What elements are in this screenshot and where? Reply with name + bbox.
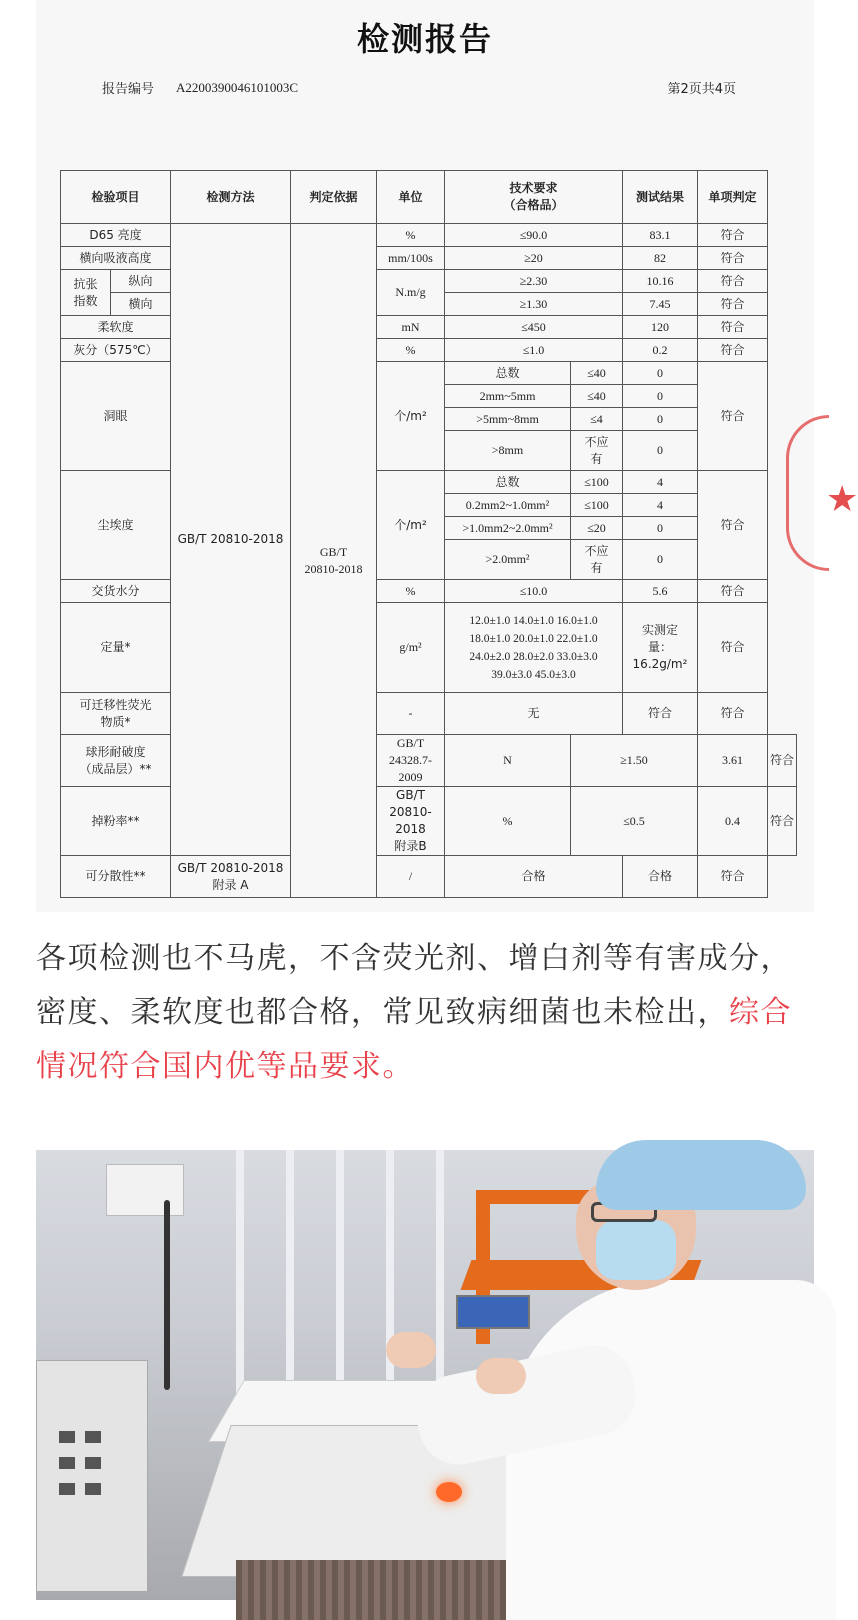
item-cell: 尘埃度 [61,471,171,580]
unit-cell: - [377,693,445,735]
verdict-cell: 符合 [768,735,797,787]
panel-key [59,1457,75,1469]
report-title: 检测报告 [356,20,493,58]
req-cell: 不应 有 [571,431,623,471]
lab-testing-photo [36,1150,814,1600]
item-cell: 灰分（575℃） [61,339,171,362]
item-cell: D65 亮度 [61,224,171,247]
result-cell: 0 [623,385,698,408]
unit-cell: N [445,735,571,787]
verdict-cell: 符合 [698,224,768,247]
unit-cell: mN [377,316,445,339]
req-cell: ≥1.50 [571,735,698,787]
result-cell: 5.6 [623,580,698,603]
sub-item-cell: 总数 [445,471,571,494]
result-cell: 合格 [623,856,698,898]
header-basis: 判定依据 [291,171,377,224]
panel-key [85,1431,101,1443]
header-verdict: 单项判定 [698,171,768,224]
star-icon: ★ [826,479,858,519]
panel-key [85,1457,101,1469]
power-outlet [106,1164,184,1216]
result-cell: 0 [623,362,698,385]
method-cell: GB/T 20810-2018 附录B [377,787,445,856]
report-table [60,170,797,898]
report-number: A2200390046101003C [176,80,299,95]
sub-item-cell: >2.0mm² [445,540,571,580]
verdict-cell: 符合 [768,787,797,856]
report-number-label: 报告编号 [102,82,155,97]
req-cell: ≤0.5 [571,787,698,856]
item-cell: 球形耐破度 （成品层）** [61,735,171,787]
sub-item-cell: >5mm~8mm [445,408,571,431]
item-cell: 交货水分 [61,580,171,603]
result-cell: 4 [623,471,698,494]
result-cell: 0.2 [623,339,698,362]
item-cell: 柔软度 [61,316,171,339]
req-cell: ≤100 [571,471,623,494]
result-cell: 83.1 [623,224,698,247]
control-panel [36,1360,148,1592]
result-cell: 3.61 [698,735,768,787]
req-cell: ≥1.30 [445,293,623,316]
orange-light [436,1482,462,1502]
verdict-cell: 符合 [698,316,768,339]
tensile-label-cell: 抗张 指数 [61,270,111,316]
panel-key [59,1431,75,1443]
article-paragraph [36,932,816,1094]
result-cell: 4 [623,494,698,517]
page-indicator: 第2页共4页 [667,82,736,97]
test-report-image [36,0,858,912]
verdict-cell: 符合 [698,693,768,735]
verdict-cell: 符合 [698,247,768,270]
result-cell: 0 [623,540,698,580]
sub-item-cell: 总数 [445,362,571,385]
red-seal-stamp [786,415,829,571]
header-method: 检测方法 [171,171,291,224]
result-cell: 0 [623,517,698,540]
direction-cell: 横向 [111,293,171,316]
unit-cell: % [377,224,445,247]
req-cell: ≤40 [571,362,623,385]
basis-main-cell: GB/T 20810-2018 [291,224,377,898]
table-row [61,224,797,247]
verdict-cell: 符合 [698,471,768,580]
result-cell: 82 [623,247,698,270]
req-cell: 无 [445,693,623,735]
header-requirement: 技术要求 （合格品） [445,171,623,224]
sub-item-cell: 0.2mm2~1.0mm² [445,494,571,517]
result-cell: 符合 [623,693,698,735]
result-cell: 120 [623,316,698,339]
panel-key [59,1483,75,1495]
unit-cell: % [445,787,571,856]
result-cell: 0 [623,408,698,431]
req-cell: 合格 [445,856,623,898]
result-cell: 7.45 [623,293,698,316]
hand [476,1358,526,1394]
verdict-cell: 符合 [698,580,768,603]
header-item: 检验项目 [61,171,171,224]
panel-key [85,1483,101,1495]
item-cell: 定量* [61,603,171,693]
unit-cell: % [377,339,445,362]
verdict-cell: 符合 [698,362,768,471]
req-cell: ≤100 [571,494,623,517]
verdict-cell: 符合 [698,603,768,693]
table-row [61,856,797,898]
item-cell: 可分散性** [61,856,171,898]
unit-cell: mm/100s [377,247,445,270]
req-cell: ≤450 [445,316,623,339]
unit-cell: g/m² [377,603,445,693]
paragraph-text: 各项检测也不马虎，不含荧光剂、增白剂等有害成分，密度、柔软度也都合格，常见致病细菌也未检出， [36,941,792,1030]
result-cell: 0.4 [698,787,768,856]
tester-display [456,1295,530,1329]
req-cell: 不应 有 [571,540,623,580]
method-main-cell: GB/T 20810-2018 [171,224,291,856]
result-cell: 10.16 [623,270,698,293]
verdict-cell: 符合 [698,270,768,293]
table-header-row [61,171,797,224]
verdict-cell: 符合 [698,856,768,898]
method-cell: GB/T 20810-2018 附录 A [171,856,291,898]
face-mask [596,1220,676,1280]
unit-cell: N.m/g [377,270,445,316]
sub-item-cell: >1.0mm2~2.0mm² [445,517,571,540]
verdict-cell: 符合 [698,339,768,362]
req-cell: 12.0±1.0 14.0±1.0 16.0±1.0 18.0±1.0 20.0±1.0 22.0±1.0 24.0±2.0 28.0±2.0 33.0±3.0 39.0±3.0 45.0±3.0 [445,603,623,693]
header-result: 测试结果 [623,171,698,224]
item-cell: 横向吸液高度 [61,247,171,270]
req-cell: ≤40 [571,385,623,408]
lab-coat [506,1280,836,1620]
req-cell: ≥2.30 [445,270,623,293]
req-cell: ≤20 [571,517,623,540]
req-cell: ≥20 [445,247,623,270]
highlighted-text: 综合情况符合国内优等品要求。 [36,995,792,1084]
method-cell: GB/T 24328.7-2009 [377,735,445,787]
hair-cap [596,1140,806,1210]
req-cell: ≤90.0 [445,224,623,247]
item-cell: 可迁移性荧光 物质* [61,693,171,735]
verdict-cell: 符合 [698,293,768,316]
unit-cell: / [377,856,445,898]
power-cable [164,1200,170,1390]
req-cell: ≤1.0 [445,339,623,362]
req-cell: ≤4 [571,408,623,431]
item-cell: 洞眼 [61,362,171,471]
item-cell: 掉粉率** [61,787,171,856]
header-unit: 单位 [377,171,445,224]
result-cell: 实测定 量： 16.2g/m² [623,603,698,693]
direction-cell: 纵向 [111,270,171,293]
req-cell: ≤10.0 [445,580,623,603]
sub-item-cell: >8mm [445,431,571,471]
unit-cell: 个/m² [377,471,445,580]
unit-cell: 个/m² [377,362,445,471]
result-cell: 0 [623,431,698,471]
unit-cell: % [377,580,445,603]
sub-item-cell: 2mm~5mm [445,385,571,408]
hand [386,1332,436,1368]
